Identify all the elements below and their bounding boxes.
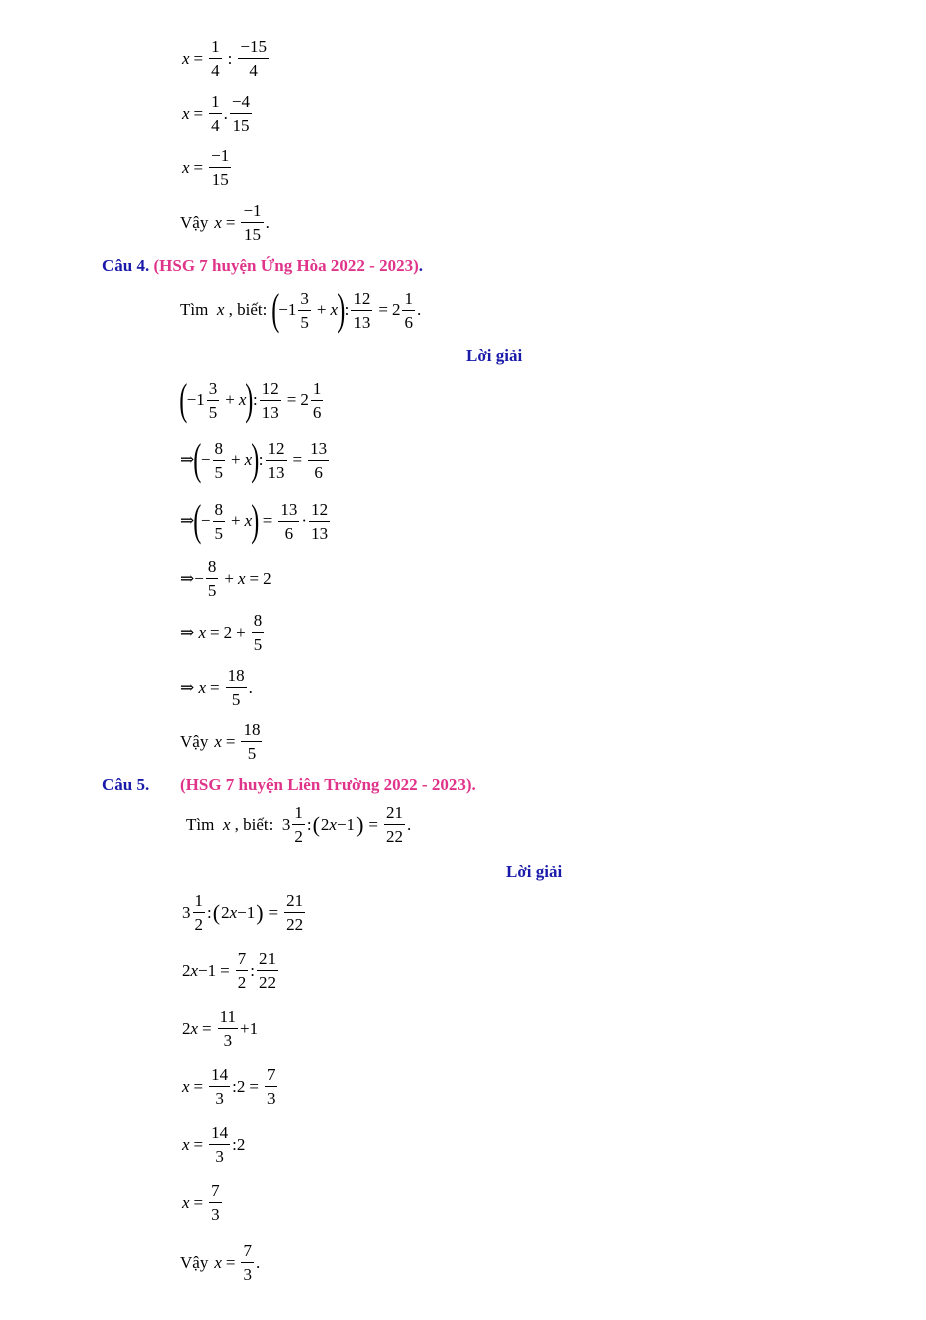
- q4-step-1: ( −1 $\frac{3}{5}$ + x ) : $\frac{12}{13}$ = 2 $\frac{1}{6}$: [179, 375, 322, 424]
- q4-loigiai: Lời giải: [466, 346, 523, 365]
- q4-vay: Vậy: [180, 731, 209, 751]
- q4-problem: Tìm x , biết: ( −1 $\frac{3}{5}$ + x ) : $\frac{12}{13}$ = 2 $\frac{1}{6}$ .: [180, 285, 422, 334]
- q5-step-2: 2 x −1 = $\frac{7}{2}$ : $\frac{21}{22}$: [182, 949, 276, 992]
- q5-conclusion: Vậy x = $\frac{7}{3}$ .: [180, 1241, 261, 1284]
- q3-conclusion: Vậy x = $\frac{-1}{15}$ .: [180, 201, 270, 244]
- q4-conclusion: Vậy x = $\frac{18}{5}$: [180, 720, 261, 763]
- q4-step-2: ⇒ ( − $\frac{8}{5}$ + x ) : $\frac{12}{13}$ = $\frac{13}{6}$: [180, 435, 328, 484]
- q4-biet: , biết:: [228, 300, 268, 319]
- q4-source-end: .: [418, 256, 423, 275]
- q4-tim: Tìm: [180, 300, 209, 319]
- q4-header: [102, 256, 423, 276]
- q4-step-5: ⇒ x = 2 + $\frac{8}{5}$: [180, 611, 263, 654]
- q5-step-3: 2 x = $\frac{11}{3}$ +1: [182, 1007, 259, 1050]
- q5-biet: , biết:: [234, 814, 274, 834]
- q5-loigiai: Lời giải: [506, 862, 563, 881]
- vay-label: Vậy: [180, 212, 209, 232]
- q5-source: (HSG 7 huyện Liên Trường 2022 - 2023).: [180, 775, 476, 794]
- q4-source: (HSG 7 huyện Ứng Hòa 2022 - 2023): [153, 256, 419, 275]
- q4-step-3: ⇒ ( − $\frac{8}{5}$ + x ) = $\frac{13}{6}$ · $\frac{12}{13}$: [180, 496, 329, 545]
- q5-step-6: x = $\frac{7}{3}$: [182, 1181, 220, 1224]
- q5-step-4: x = $\frac{14}{3}$ :2 = $\frac{7}{3}$: [182, 1065, 276, 1108]
- q3-step-3: x = $\frac{-1}{15}$: [182, 146, 230, 189]
- q4-label: Câu 4.: [102, 256, 150, 275]
- q5-step-5: x = $\frac{14}{3}$ :2: [182, 1123, 246, 1166]
- q5-source-wrap: [180, 775, 476, 795]
- q5-step-1: 3 $\frac{1}{2}$ : ( 2 x −1 ) = $\frac{21}{22}$: [182, 891, 304, 934]
- q4-step-4: ⇒− $\frac{8}{5}$ + x = 2: [180, 557, 272, 600]
- q4-step-6: ⇒ x = $\frac{18}{5}$ .: [180, 666, 253, 709]
- q5-label: Câu 5.: [102, 775, 150, 794]
- q5-vay: Vậy: [180, 1252, 209, 1272]
- q3-step-1: x = $\frac{1}{4}$ : $\frac{-15}{4}$: [182, 37, 267, 80]
- q5-header: [102, 775, 149, 795]
- q5-problem: Tìm x , biết: 3 $\frac{1}{2}$ : ( 2 x −1 ) = $\frac{21}{22}$ .: [186, 803, 412, 846]
- q5-tim: Tìm: [186, 814, 215, 834]
- q3-step-2: x = $\frac{1}{4}$ . $\frac{-4}{15}$: [182, 92, 250, 135]
